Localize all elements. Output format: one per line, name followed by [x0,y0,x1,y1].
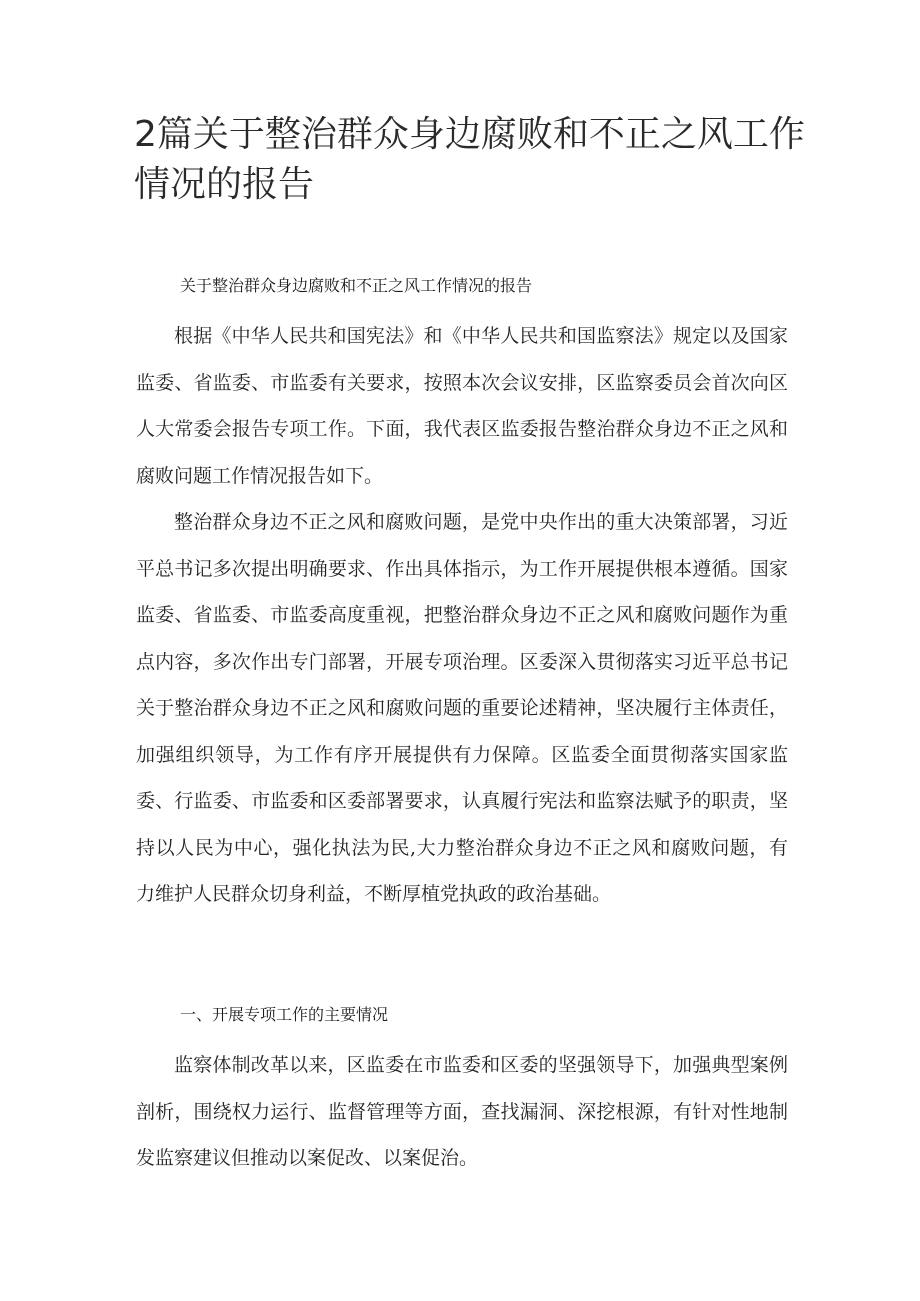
paragraph-intro: 根据《中华人民共和国宪法》和《中华人民共和国监察法》规定以及国家监委、省监委、市监委有关要求，按照本次会议安排，区监察委员会首次向区人大常委会报告专项工作。下面，我代表区监委报告整治群众身边不正之风和腐败问题工作情况报告如下。 [136,325,788,487]
report-subtitle: 关于整治群众身边腐败和不正之风工作情况的报告 [180,276,533,295]
paragraph-background: 整治群众身边不正之风和腐败问题，是党中央作出的重大决策部署，习近平总书记多次提出明确要求、作出具体指示，为工作开展提供根本遵循。国家监委、省监委、市监委高度重视，把整治群众身边不正之风和腐败问题作为重点内容，多次作出专门部署，开展专项治理。区委深入贯彻落实习近平总书记关于整治群众身边不正之风和腐败问题的重要论述精神，坚决履行主体责任，加强组织领导，为工作有序开展提供有力保障。区监委全面贯彻落实国家监委、行监委、市监委和区委部署要求，认真履行宪法和监察法赋予的职责，坚持以人民为中心，强化执法为民,大力整治群众身边不正之风和腐败问题，有力维护人民群众切身利益，不断厚植党执政的政治基础。 [136,511,788,905]
document-title: 2篇关于整治群众身边腐败和不正之风工作情况的报告 [134,114,805,205]
section-heading: 一、开展专项工作的主要情况 [180,1005,389,1024]
section-paragraph: 监察体制改革以来，区监委在市监委和区委的坚强领导下，加强典型案例剖析，围绕权力运行、监督管理等方面，查找漏洞、深挖根源，有针对性地制发监察建议但推动以案促改、以案促治。 [136,1054,788,1169]
